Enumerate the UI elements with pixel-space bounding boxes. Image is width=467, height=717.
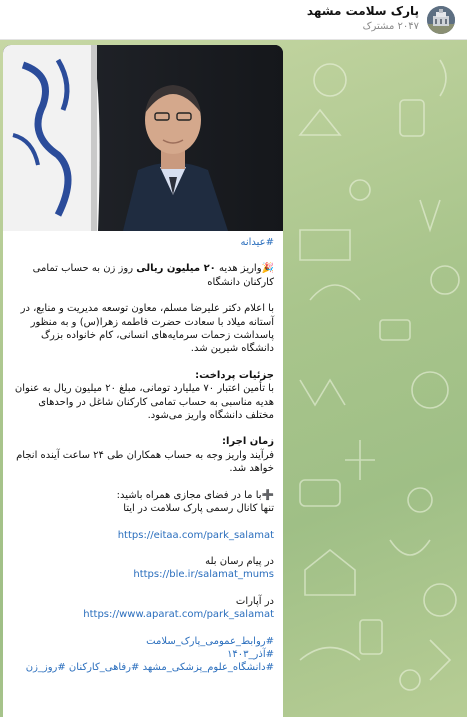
time-heading: زمان اجرا: [221,436,274,448]
headline-pre: واریز هدیه [215,263,262,275]
aparat-link[interactable]: https://www.aparat.com/park_salamat [83,609,274,621]
post-headline [12,262,274,289]
paragraph-announcement: با اعلام دکتر علیرضا مسلم، معاون توسعه مدیریت و منابع، در آستانه میلاد با سعادت حضرت فاطمه زهرا(س) و به منظور پاسداشت زحمات سرمایه‌های انسانی، کام خانواده بزرگ دانشگاه شیرین شد. [20,303,274,355]
aparat-label: در آپارات [235,595,274,607]
headline-post: روز زن به حساب تمامی کارکنان دانشگاه [32,263,274,288]
time-text: فرآیند واریز وجه به حساب همکاران طی ۲۴ ساعت آینده انجام خواهد شد. [16,449,274,475]
follow-line-2: تنها کانال رسمی پارک سلامت در ایتا [123,503,274,515]
follow-line-1 [12,489,274,502]
channel-avatar[interactable] [427,6,455,34]
bale-link[interactable]: https://ble.ir/salamat_mums [133,569,274,581]
headline-amount: ۲۰ میلیون ریالی [136,263,216,275]
plus-icon: ➕ [261,489,274,501]
post-text [3,231,283,675]
payment-text: با تأمین اعتبار ۷۰ میلیارد تومانی، مبلغ ۲۰ میلیون ریال به عنوان هدیه مناسبی به حساب تمامی کارکنان شاغل در واحدهای مختلف دانشگاه واریز می‌شود. [14,383,274,422]
subscriber-count: ۲۰۴۷ مشترک [362,21,419,32]
hashtag-eid[interactable]: #عیدانه [240,237,274,248]
party-icon: 🎉 [261,263,274,275]
hashtag-date[interactable]: #آذر_۱۴۰۳ [227,648,274,660]
message-bubble[interactable] [3,45,283,717]
hashtag-public-relations[interactable]: #روابط_عمومی_پارک_سلامت [146,635,274,647]
portrait-image [3,45,283,231]
channel-title: پارک سلامت مشهد [306,4,419,18]
payment-heading: جزئیات پرداخت: [195,369,274,381]
building-icon [427,6,455,34]
eitaa-link[interactable]: https://eitaa.com/park_salamat [117,529,274,541]
follow-text: با ما در فضای مجازی همراه باشید: [116,489,262,501]
post-photo[interactable] [3,45,283,231]
hashtag-university[interactable]: #دانشگاه_علوم_پزشکی_مشهد #رفاهی_کارکنان #روز_زن [25,662,274,674]
channel-header[interactable] [0,0,467,40]
bale-label: در پیام رسان بله [205,555,274,567]
